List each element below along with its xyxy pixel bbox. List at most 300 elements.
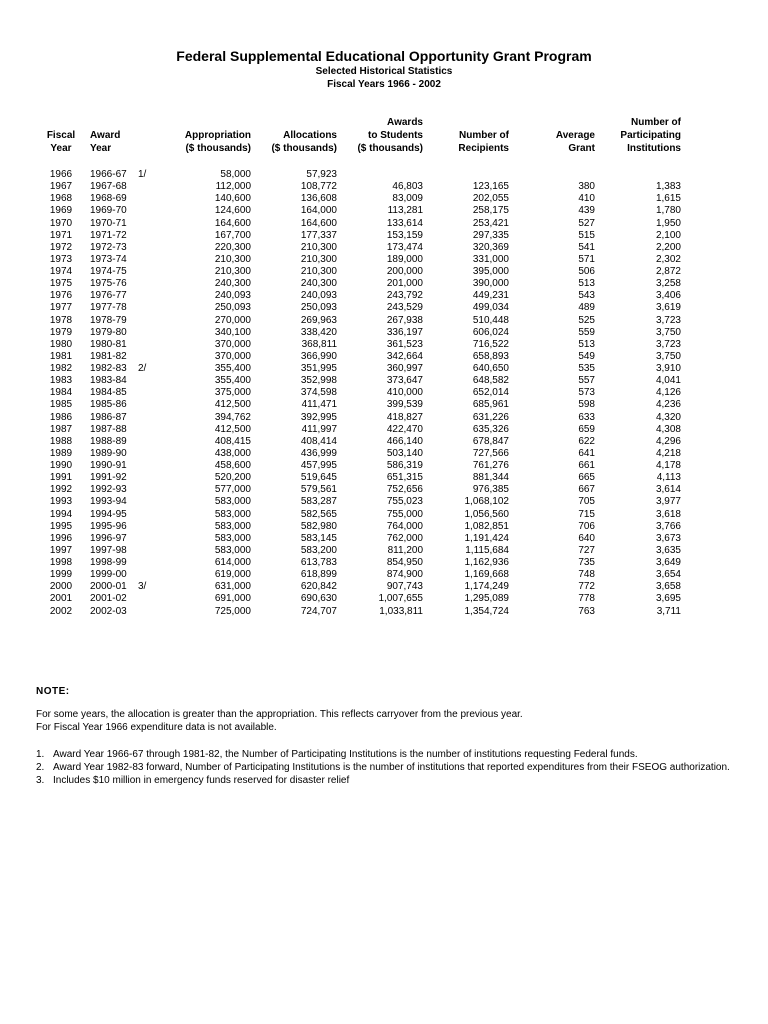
cell-recipients: 635,326: [472, 423, 509, 435]
cell-awards: 907,743: [386, 581, 423, 593]
cell-footnote-ref: [138, 254, 170, 266]
cell-recipients: 976,385: [472, 484, 509, 496]
cell-award-year: 1971-72: [90, 229, 127, 241]
cell-fiscal-year: 2001: [49, 593, 73, 605]
footnote-number: 1.: [36, 749, 45, 760]
cell-awards: 755,023: [386, 496, 423, 508]
cell-award-year: 1991-92: [90, 472, 127, 484]
cell-award-year: 2002-03: [90, 605, 127, 617]
cell-footnote-ref: [138, 521, 170, 533]
cell-average-grant: 527: [578, 217, 595, 229]
cell-awards: 874,900: [386, 569, 423, 581]
cell-awards: 418,827: [386, 411, 423, 423]
cell-recipients: 320,369: [472, 241, 509, 253]
cell-awards: 410,000: [386, 387, 423, 399]
header-line: Appropriation: [184, 130, 251, 141]
cell-allocations: 519,645: [300, 472, 337, 484]
cell-appropriation: 58,000: [220, 169, 251, 181]
cell-average-grant: 748: [578, 569, 595, 581]
cell-footnote-ref: [138, 242, 170, 254]
header-award-year: [82, 116, 138, 169]
cell-fiscal-year: 1977: [49, 302, 73, 314]
cell-fiscal-year: 1967: [49, 181, 73, 193]
cell-awards: 360,997: [386, 363, 423, 375]
cell-allocations: 579,561: [300, 484, 337, 496]
table-row: [40, 460, 681, 472]
cell-allocations: 164,600: [300, 217, 337, 229]
cell-footnote-ref: [138, 339, 170, 351]
cell-awards: 46,803: [392, 181, 423, 193]
cell-award-year: 1981-82: [90, 350, 127, 362]
header-line: Grant: [568, 143, 595, 154]
cell-institutions: 3,750: [655, 326, 681, 338]
cell-award-year: 1993-94: [90, 496, 127, 508]
cell-footnote-ref: [138, 278, 170, 290]
cell-appropriation: 412,500: [214, 423, 251, 435]
cell-footnote-ref: [138, 315, 170, 327]
table-row: [40, 254, 681, 266]
table-row: [40, 242, 681, 254]
cell-footnote-ref: [138, 460, 170, 472]
note-label: NOTE:: [36, 686, 70, 697]
cell-footnote-ref: [138, 484, 170, 496]
cell-allocations: 177,337: [300, 229, 337, 241]
footnote-item: [36, 774, 736, 787]
cell-appropriation: 412,500: [214, 399, 251, 411]
cell-average-grant: 622: [578, 435, 595, 447]
cell-institutions: 4,236: [655, 399, 681, 411]
cell-recipients: 716,522: [472, 338, 509, 350]
cell-appropriation: 240,300: [214, 278, 251, 290]
footnote-text: Includes $10 million in emergency funds reserved for disaster relief: [53, 775, 350, 786]
cell-allocations: 374,598: [300, 387, 337, 399]
cell-average-grant: 763: [578, 605, 595, 617]
cell-award-year: 1989-90: [90, 447, 127, 459]
table-row: [40, 496, 681, 508]
cell-fiscal-year: 2000: [49, 581, 73, 593]
cell-fiscal-year: 1979: [49, 326, 73, 338]
cell-allocations: 351,995: [300, 363, 337, 375]
header-footnote-spacer: [138, 116, 170, 169]
cell-appropriation: 370,000: [214, 350, 251, 362]
cell-fiscal-year: 1981: [49, 350, 73, 362]
cell-allocations: 338,420: [300, 326, 337, 338]
cell-fiscal-year: 1999: [49, 569, 73, 581]
cell-footnote-ref: 3/: [138, 581, 147, 593]
cell-footnote-ref: [138, 545, 170, 557]
cell-fiscal-year: 1973: [49, 253, 73, 265]
cell-allocations: 164,000: [300, 205, 337, 217]
table-row: [40, 424, 681, 436]
table-row: [40, 484, 681, 496]
cell-appropriation: 250,093: [214, 302, 251, 314]
table-row: [40, 193, 681, 205]
cell-fiscal-year: 1968: [49, 193, 73, 205]
cell-institutions: 3,406: [655, 290, 681, 302]
cell-award-year: 1972-73: [90, 241, 127, 253]
cell-allocations: 210,300: [300, 241, 337, 253]
cell-awards: 267,938: [386, 314, 423, 326]
cell-allocations: 613,783: [300, 557, 337, 569]
cell-institutions: 3,723: [655, 338, 681, 350]
table-row: [40, 387, 681, 399]
cell-fiscal-year: 1988: [49, 435, 73, 447]
cell-recipients: 1,056,560: [464, 508, 509, 520]
cell-awards: 1,007,655: [378, 593, 423, 605]
cell-recipients: 648,582: [472, 375, 509, 387]
table-row: [40, 351, 681, 363]
cell-appropriation: 270,000: [214, 314, 251, 326]
cell-average-grant: 515: [578, 229, 595, 241]
cell-average-grant: 640: [578, 532, 595, 544]
cell-footnote-ref: [138, 424, 170, 436]
cell-average-grant: 705: [578, 496, 595, 508]
cell-award-year: 1983-84: [90, 375, 127, 387]
cell-institutions: 2,302: [655, 253, 681, 265]
table-row: [40, 509, 681, 521]
cell-average-grant: 706: [578, 520, 595, 532]
cell-allocations: 240,300: [300, 278, 337, 290]
table-row: [40, 569, 681, 581]
cell-institutions: 4,178: [655, 460, 681, 472]
cell-fiscal-year: 1998: [49, 557, 73, 569]
cell-award-year: 1985-86: [90, 399, 127, 411]
cell-allocations: 583,145: [300, 532, 337, 544]
cell-footnote-ref: [138, 496, 170, 508]
cell-fiscal-year: 1996: [49, 532, 73, 544]
cell-allocations: 724,707: [300, 605, 337, 617]
cell-footnote-ref: [138, 606, 170, 618]
note-carryover: For some years, the allocation is greater than the appropriation. This reflects carryover from the previous year.: [36, 709, 523, 720]
table-row: [40, 290, 681, 302]
cell-footnote-ref: [138, 205, 170, 217]
cell-appropriation: 370,000: [214, 338, 251, 350]
cell-fiscal-year: 1969: [49, 205, 73, 217]
cell-footnote-ref: [138, 266, 170, 278]
table-row: [40, 169, 681, 181]
cell-appropriation: 614,000: [214, 557, 251, 569]
cell-average-grant: 641: [578, 447, 595, 459]
table-row: [40, 472, 681, 484]
cell-award-year: 1977-78: [90, 302, 127, 314]
cell-allocations: 583,200: [300, 544, 337, 556]
cell-footnote-ref: [138, 399, 170, 411]
page-title: Federal Supplemental Educational Opportunity Grant Program: [176, 48, 592, 64]
cell-footnote-ref: [138, 193, 170, 205]
table-row: [40, 181, 681, 193]
cell-awards: 752,656: [386, 484, 423, 496]
table-body: [40, 169, 681, 618]
cell-awards: 762,000: [386, 532, 423, 544]
cell-footnote-ref: 1/: [138, 169, 147, 181]
cell-recipients: 678,847: [472, 435, 509, 447]
cell-fiscal-year: 2002: [49, 605, 73, 617]
cell-recipients: 1,068,102: [464, 496, 509, 508]
table-row: [40, 593, 681, 605]
cell-allocations: 408,414: [300, 435, 337, 447]
cell-average-grant: 659: [578, 423, 595, 435]
cell-fiscal-year: 1966: [49, 169, 73, 181]
note-1966-data: For Fiscal Year 1966 expenditure data is not available.: [36, 722, 277, 733]
cell-award-year: 1986-87: [90, 411, 127, 423]
cell-institutions: 4,041: [655, 375, 681, 387]
cell-award-year: 1974-75: [90, 266, 127, 278]
cell-footnote-ref: [138, 218, 170, 230]
header-line: Number of: [631, 117, 681, 128]
cell-allocations: 250,093: [300, 302, 337, 314]
cell-institutions: 3,695: [655, 593, 681, 605]
cell-allocations: 690,630: [300, 593, 337, 605]
cell-footnote-ref: [138, 448, 170, 460]
cell-institutions: 1,780: [655, 205, 681, 217]
table-row: [40, 545, 681, 557]
cell-average-grant: 506: [578, 266, 595, 278]
cell-average-grant: 489: [578, 302, 595, 314]
cell-awards: 342,664: [386, 350, 423, 362]
cell-awards: [337, 169, 423, 181]
cell-appropriation: 375,000: [214, 387, 251, 399]
footnote-number: 3.: [36, 775, 45, 786]
cell-average-grant: 549: [578, 350, 595, 362]
cell-award-year: 1969-70: [90, 205, 127, 217]
table-row: [40, 533, 681, 545]
cell-recipients: 658,893: [472, 350, 509, 362]
cell-institutions: 3,711: [656, 605, 681, 617]
cell-award-year: 1970-71: [90, 217, 127, 229]
cell-average-grant: 598: [578, 399, 595, 411]
cell-average-grant: 727: [578, 544, 595, 556]
cell-fiscal-year: 1991: [49, 472, 73, 484]
cell-appropriation: 164,600: [214, 217, 251, 229]
cell-institutions: 3,723: [655, 314, 681, 326]
cell-average-grant: 541: [578, 241, 595, 253]
cell-appropriation: 240,093: [214, 290, 251, 302]
cell-institutions: 3,614: [655, 484, 681, 496]
header-line: Institutions: [627, 143, 681, 154]
cell-awards: 1,033,811: [379, 605, 423, 617]
header-line: Award: [90, 130, 121, 141]
cell-recipients: 727,566: [472, 447, 509, 459]
cell-appropriation: 167,700: [214, 229, 251, 241]
cell-appropriation: 394,762: [214, 411, 251, 423]
cell-footnote-ref: [138, 351, 170, 363]
cell-awards: 153,159: [386, 229, 423, 241]
table-row: [40, 218, 681, 230]
cell-awards: 651,315: [386, 472, 423, 484]
header-line: Awards: [387, 117, 423, 128]
cell-recipients: 1,169,668: [464, 569, 509, 581]
cell-average-grant: 772: [578, 581, 595, 593]
table-row: [40, 266, 681, 278]
table-row: [40, 581, 681, 593]
cell-institutions: 3,618: [655, 508, 681, 520]
cell-footnote-ref: [138, 181, 170, 193]
cell-average-grant: 778: [578, 593, 595, 605]
header-line: Recipients: [458, 143, 509, 154]
table-row: [40, 205, 681, 217]
cell-institutions: 2,100: [655, 229, 681, 241]
cell-allocations: 411,471: [301, 399, 337, 411]
cell-recipients: 1,354,724: [464, 605, 509, 617]
cell-allocations: 436,999: [300, 447, 337, 459]
cell-appropriation: 583,000: [214, 520, 251, 532]
cell-allocations: 352,998: [300, 375, 337, 387]
header-line: ($ thousands): [357, 143, 423, 154]
cell-appropriation: 140,600: [214, 193, 251, 205]
cell-award-year: 1994-95: [90, 508, 127, 520]
cell-appropriation: 583,000: [214, 544, 251, 556]
cell-awards: 503,140: [386, 447, 423, 459]
cell-appropriation: 220,300: [214, 241, 251, 253]
cell-appropriation: 631,000: [214, 581, 251, 593]
cell-average-grant: 571: [578, 253, 595, 265]
cell-recipients: 123,165: [472, 181, 509, 193]
cell-footnote-ref: [138, 593, 170, 605]
cell-award-year: 1979-80: [90, 326, 127, 338]
cell-appropriation: 210,300: [214, 253, 251, 265]
cell-footnote-ref: [138, 375, 170, 387]
cell-recipients: 449,231: [472, 290, 509, 302]
cell-institutions: 3,649: [655, 557, 681, 569]
cell-awards: 361,523: [386, 338, 423, 350]
cell-average-grant: 573: [578, 387, 595, 399]
cell-institutions: 4,320: [655, 411, 681, 423]
cell-allocations: 210,300: [300, 266, 337, 278]
cell-recipients: 395,000: [472, 266, 509, 278]
table-row: [40, 448, 681, 460]
cell-award-year: 1992-93: [90, 484, 127, 496]
header-line: Year: [50, 143, 72, 154]
statistics-table: [40, 116, 681, 618]
cell-recipients: 640,650: [472, 363, 509, 375]
cell-recipients: 631,226: [472, 411, 509, 423]
cell-recipients: 297,335: [472, 229, 509, 241]
cell-award-year: 1995-96: [90, 520, 127, 532]
cell-institutions: 1,615: [655, 193, 681, 205]
cell-appropriation: 355,400: [214, 375, 251, 387]
cell-average-grant: 633: [578, 411, 595, 423]
cell-average-grant: 525: [578, 314, 595, 326]
header-line: Fiscal: [46, 130, 76, 141]
cell-awards: 466,140: [386, 435, 423, 447]
cell-appropriation: 408,415: [214, 435, 251, 447]
cell-institutions: 4,113: [656, 472, 681, 484]
cell-appropriation: 340,100: [214, 326, 251, 338]
cell-awards: 755,000: [386, 508, 423, 520]
cell-institutions: 2,200: [655, 241, 681, 253]
cell-institutions: 4,126: [655, 387, 681, 399]
cell-average-grant: 667: [578, 484, 595, 496]
cell-fiscal-year: 1971: [49, 229, 73, 241]
table-row: [40, 521, 681, 533]
cell-institutions: 3,658: [655, 581, 681, 593]
cell-awards: 422,470: [386, 423, 423, 435]
table-header-row: [40, 116, 681, 169]
cell-awards: 83,009: [392, 193, 423, 205]
footnote-number: 2.: [36, 762, 45, 773]
cell-institutions: 3,766: [655, 520, 681, 532]
cell-recipients: 499,034: [472, 302, 509, 314]
cell-footnote-ref: [138, 557, 170, 569]
cell-award-year: 1982-83: [90, 363, 127, 375]
cell-footnote-ref: [138, 533, 170, 545]
cell-institutions: 3,750: [655, 350, 681, 362]
cell-average-grant: [509, 169, 595, 181]
cell-appropriation: 124,600: [214, 205, 251, 217]
cell-recipients: 606,024: [472, 326, 509, 338]
cell-average-grant: 380: [578, 181, 595, 193]
cell-footnote-ref: [138, 302, 170, 314]
cell-award-year: 1998-99: [90, 557, 127, 569]
cell-average-grant: 557: [578, 375, 595, 387]
cell-average-grant: 513: [578, 278, 595, 290]
cell-institutions: [595, 169, 681, 181]
table-row: [40, 436, 681, 448]
cell-institutions: 1,383: [655, 181, 681, 193]
cell-average-grant: 735: [578, 557, 595, 569]
table-row: [40, 363, 681, 375]
table-row: [40, 606, 681, 618]
cell-allocations: 392,995: [300, 411, 337, 423]
cell-fiscal-year: 1993: [49, 496, 73, 508]
footnote-text: Award Year 1982-83 forward, Number of Participating Institutions is the number of institutions that reported expenditures from their FSEOG authorization.: [53, 762, 730, 773]
cell-footnote-ref: [138, 387, 170, 399]
table-row: [40, 302, 681, 314]
cell-average-grant: 410: [578, 193, 595, 205]
table-row: [40, 375, 681, 387]
cell-average-grant: 661: [578, 460, 595, 472]
cell-footnote-ref: [138, 436, 170, 448]
header-line: Number of: [459, 130, 509, 141]
cell-appropriation: 355,400: [214, 363, 251, 375]
table-row: [40, 557, 681, 569]
cell-average-grant: 439: [578, 205, 595, 217]
header-appropriation: [170, 116, 251, 169]
table-row: [40, 339, 681, 351]
header-fiscal-year: [40, 116, 82, 169]
cell-award-year: 1988-89: [90, 435, 127, 447]
cell-appropriation: 438,000: [214, 447, 251, 459]
cell-allocations: 240,093: [300, 290, 337, 302]
cell-institutions: 3,910: [655, 363, 681, 375]
cell-award-year: 1973-74: [90, 253, 127, 265]
cell-awards: 243,529: [386, 302, 423, 314]
cell-recipients: 390,000: [472, 278, 509, 290]
cell-institutions: 2,872: [655, 266, 681, 278]
cell-awards: 189,000: [386, 253, 423, 265]
cell-footnote-ref: [138, 472, 170, 484]
cell-fiscal-year: 1987: [49, 423, 73, 435]
cell-allocations: 583,287: [300, 496, 337, 508]
cell-recipients: 1,115,684: [465, 544, 509, 556]
cell-footnote-ref: 2/: [138, 363, 147, 375]
cell-institutions: 3,673: [655, 532, 681, 544]
cell-footnote-ref: [138, 509, 170, 521]
cell-awards: 336,197: [386, 326, 423, 338]
cell-fiscal-year: 1974: [49, 266, 73, 278]
cell-allocations: 457,995: [300, 460, 337, 472]
cell-fiscal-year: 1984: [49, 387, 73, 399]
header-line: ($ thousands): [271, 143, 337, 154]
header-line: Average: [555, 130, 595, 141]
cell-allocations: 210,300: [300, 253, 337, 265]
cell-award-year: 1990-91: [90, 460, 127, 472]
header-line: Participating: [620, 130, 681, 141]
cell-allocations: 269,963: [300, 314, 337, 326]
cell-recipients: 685,961: [472, 399, 509, 411]
fiscal-year-range: Fiscal Years 1966 - 2002: [327, 79, 441, 90]
cell-fiscal-year: 1972: [49, 241, 73, 253]
